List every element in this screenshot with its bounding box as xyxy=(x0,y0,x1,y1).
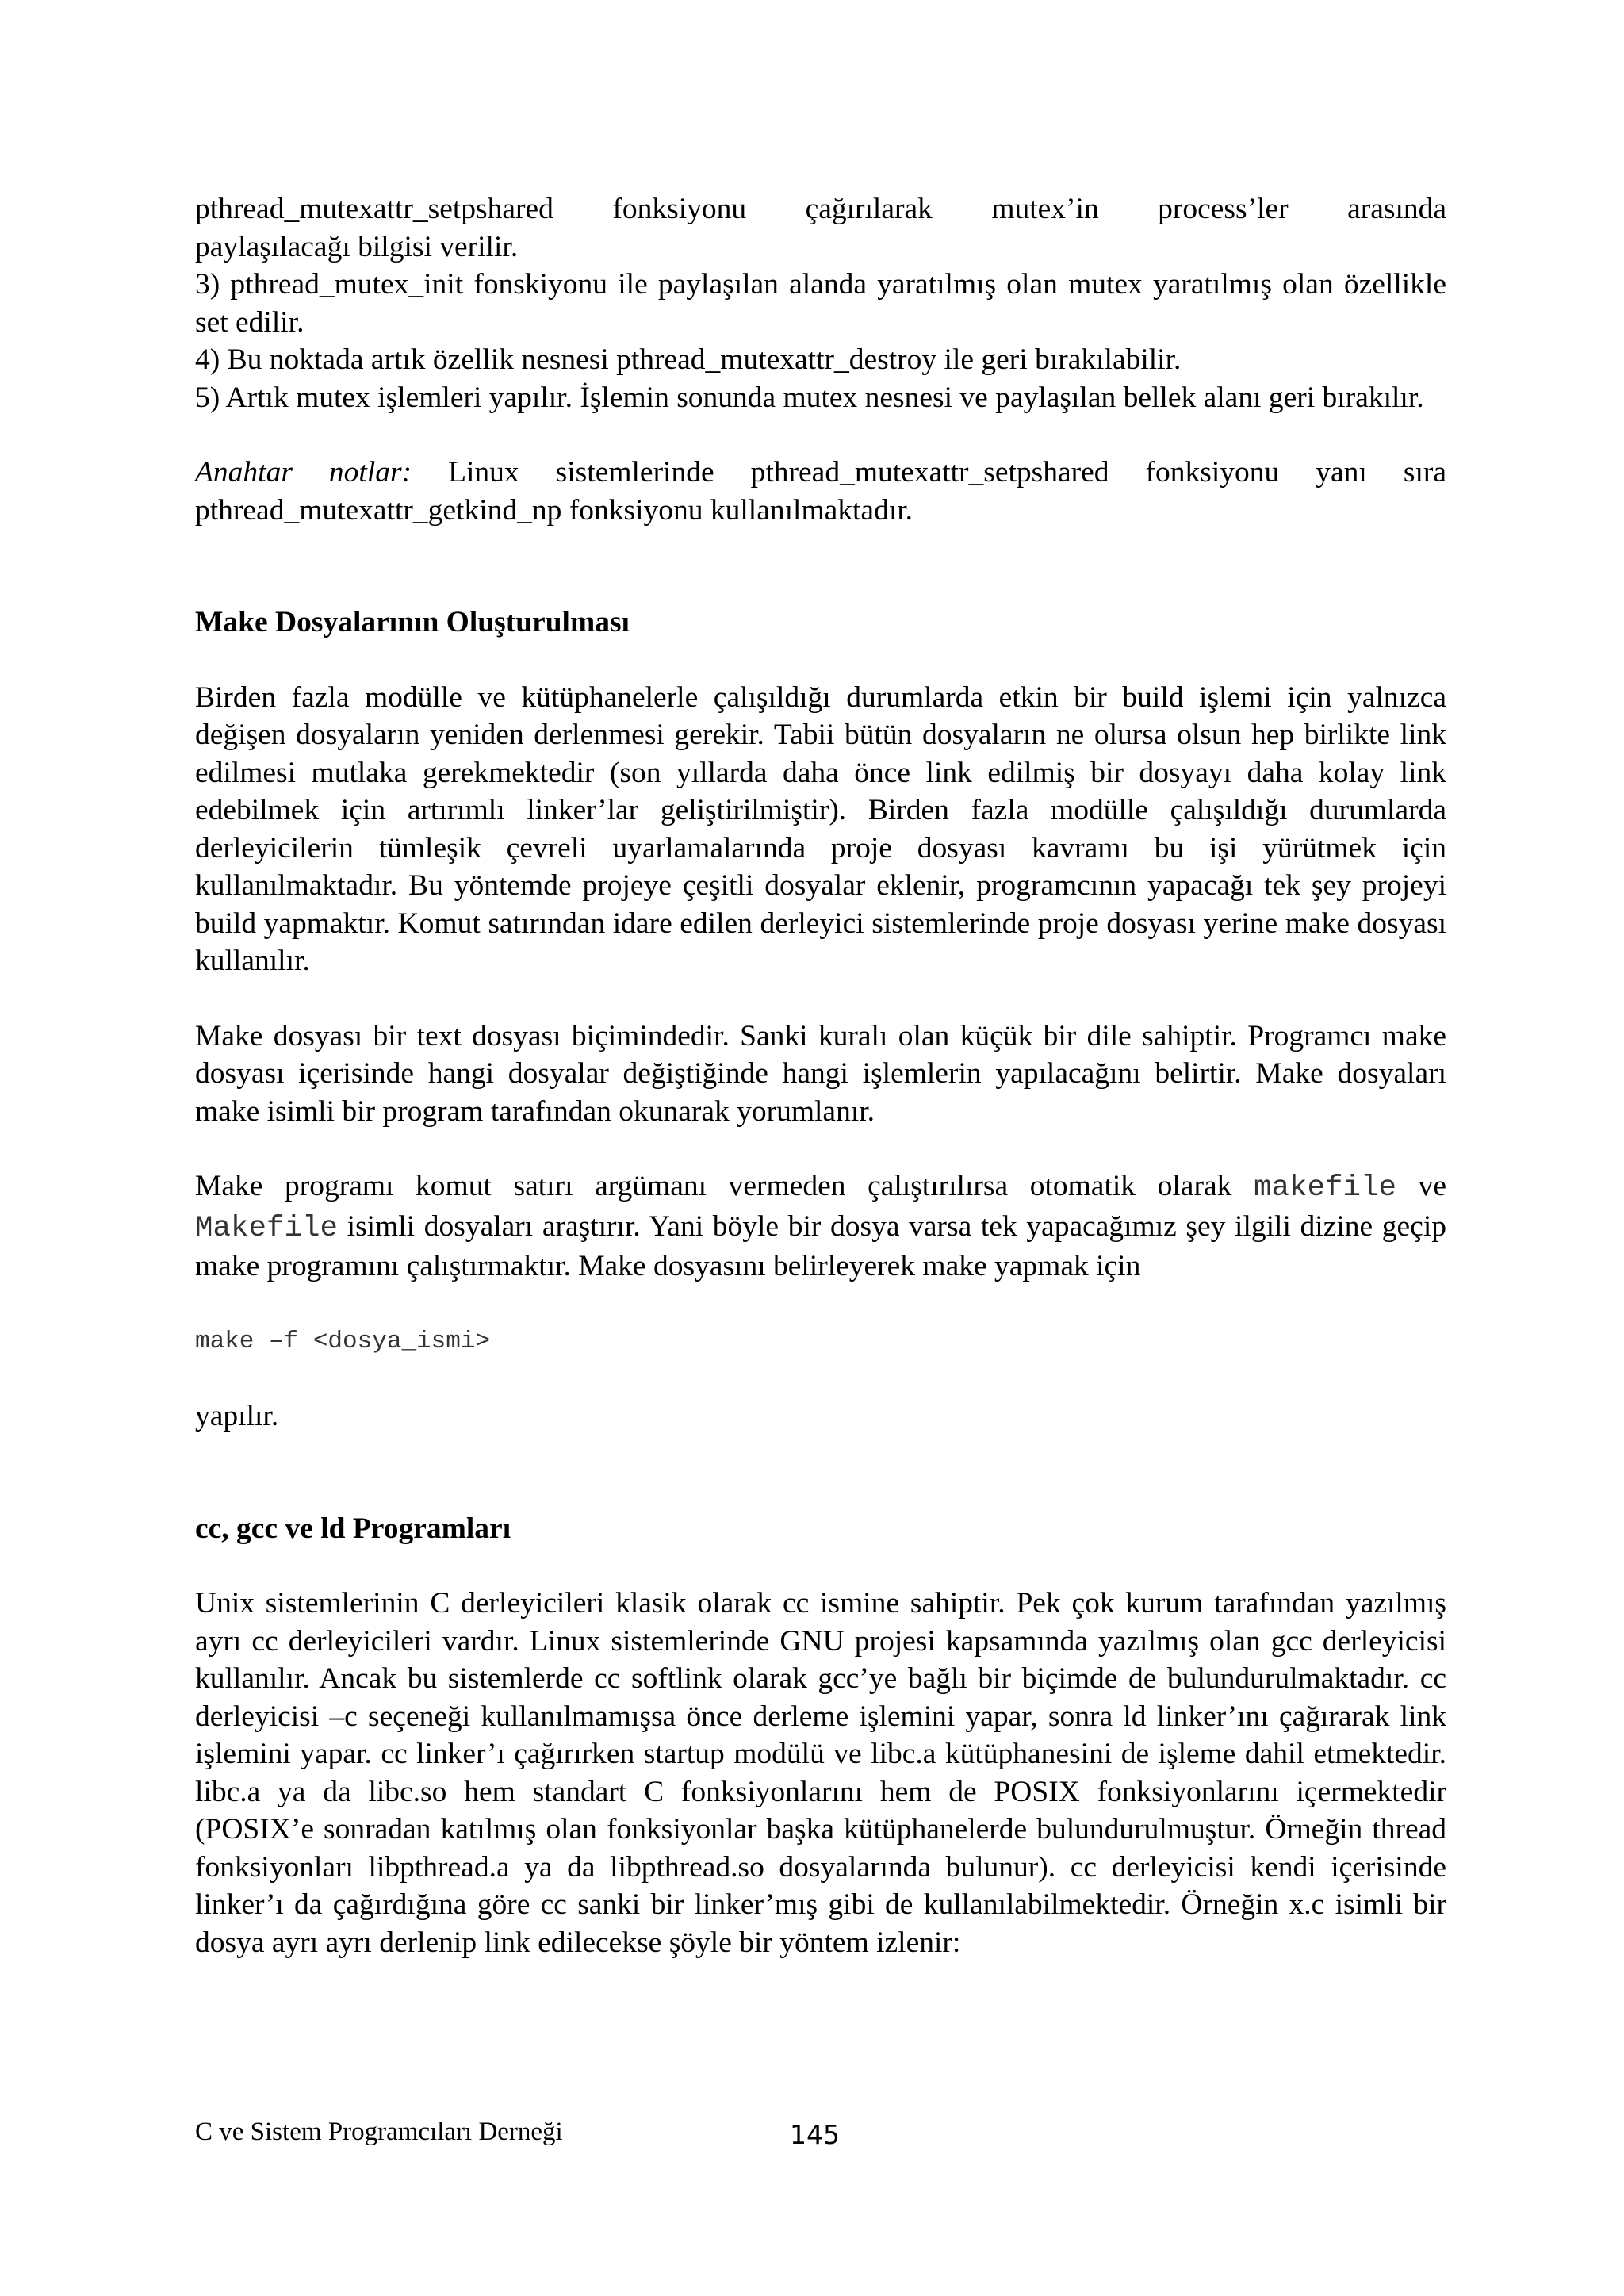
intro-word: process’ler xyxy=(1158,193,1289,225)
make-paragraph-2: Make dosyası bir text dosyası biçimindedir. Sanki kuralı olan küçük bir dile sahiptir. Programcı make dosyası içerisinde hangi dosyalar değiştiğinde hangi işlemlerin yapılacağını belirtir. Make dosyaları make isimli bir program tarafından okunarak yorumlanır. xyxy=(195,1019,1446,1128)
footer-organization: C ve Sistem Programcıları Derneği xyxy=(195,2118,563,2146)
intro-line-2: paylaşılacağı bilgisi verilir. xyxy=(195,230,519,263)
makefile-code: makefile xyxy=(1253,1171,1396,1205)
section-title-make: Make Dosyalarının Oluşturulması xyxy=(195,606,630,638)
make-paragraph-3 xyxy=(195,1167,1446,1286)
step-4: 4) Bu noktada artık özellik nesnesi pthread_mutexattr_destroy ile geri bırakılabilir. xyxy=(195,343,1182,376)
make-command-code: make –f <dosya_ismi> xyxy=(195,1327,491,1355)
page-number: 145 xyxy=(790,2119,840,2150)
makefile-capital-code: Makefile xyxy=(195,1211,339,1245)
make-paragraph-3-text: ve xyxy=(1396,1170,1446,1202)
key-notes-paragraph xyxy=(195,454,1446,529)
make-paragraph-3-text: Make programı komut satırı argümanı vermeden çalıştırılırsa otomatik olarak xyxy=(195,1170,1254,1202)
cc-paragraph-1: Unix sistemlerinin C derleyicileri klasik olarak cc ismine sahiptir. Pek çok kurum tarafından yazılmış ayrı cc derleyicileri vardır. Linux sistemlerinde GNU projesi kapsamında yazılmış olan gcc derleyicisi kullanılır. Ancak bu sistemlerde cc softlink olarak gcc’ye bağlı bir biçimde de bulundurulmaktadır. cc derleyicisi –c seçeneği kullanılmamışsa önce derleme işlemini yapar, sonra ld linker’ını çağırarak link işlemini yapar. cc linker’ı çağırırken startup modülü ve libc.a kütüphanesini de işleme dahil etmektedir. libc.a ya da libc.so hem standart C fonksiyonlarını hem de POSIX fonksiyonlarını içermektedir (POSIX’e sonradan katılmış olan fonksiyonlar başka kütüphanelerde bulundurulmuştur. Örneğin thread fonksiyonları libpthread.a ya da libpthread.so dosyalarında bulunur). cc derleyicisi kendi içerisinde linker’ı da çağırdığına göre cc sanki bir linker’mış gibi de kullanılabilmektedir. Örneğin x.c isimli bir dosya ayrı ayrı derlenip link edilecekse şöyle bir yöntem izlenir: xyxy=(195,1587,1446,1959)
step-3: 3) pthread_mutex_init fonskiyonu ile paylaşılan alanda yaratılmış olan mutex yaratılmış olan özellikle set edilir. xyxy=(195,268,1446,339)
document-body xyxy=(195,190,1446,1961)
make-paragraph-3-text: isimli dosyaları araştırır. Yani böyle bir dosya varsa tek yapacağımız şey ilgili dizine geçip make programını çalıştırmaktır. Make dosyasını belirleyerek make yapmak için xyxy=(195,1209,1446,1282)
intro-word: arasında xyxy=(1347,193,1447,225)
intro-word: fonksiyonu xyxy=(612,193,747,225)
key-notes-label: Anahtar notlar: xyxy=(195,456,412,489)
make-after-code: yapılır. xyxy=(195,1400,279,1432)
intro-word: pthread_mutexattr_setpshared xyxy=(195,193,553,225)
intro-word: mutex’in xyxy=(991,193,1099,225)
make-paragraph-1: Birden fazla modülle ve kütüphanelerle çalışıldığı durumlarda etkin bir build işlemi için yalnızca değişen dosyaların yeniden derlenmesi gerekir. Tabii bütün dosyaların ne olursa olsun hep birlikte link edilmesi mutlaka gerekmektedir (son yıllarda daha önce link edilmiş bir dosyayı daha kolay link edebilmek için artırımlı linker’lar geliştirilmiştir). Birden fazla modülle çalışıldığı durumlarda derleyicilerin tümleşik çevreli uyarlamalarında proje dosyası kavramı bu işi yürütmek için kullanılmaktadır. Bu yöntemde projeye çeşitli dosyalar eklenir, programcının yapacağı tek şey projeyi build yapmaktır. Komut satırından idare edilen derleyici sistemlerinde proje dosyası yerine make dosyası kullanılır. xyxy=(195,680,1446,977)
intro-line-1 xyxy=(195,190,1446,228)
intro-word: çağırılarak xyxy=(805,193,933,225)
key-notes-text: Linux sistemlerinde pthread_mutexattr_setpshared fonksiyonu yanı sıra pthread_mutexattr_getkind_np fonksiyonu kullanılmaktadır. xyxy=(195,456,1446,527)
section-title-cc: cc, gcc ve ld Programları xyxy=(195,1512,511,1545)
step-5: 5) Artık mutex işlemleri yapılır. İşlemin sonunda mutex nesnesi ve paylaşılan bellek alanı geri bırakılır. xyxy=(195,381,1424,414)
